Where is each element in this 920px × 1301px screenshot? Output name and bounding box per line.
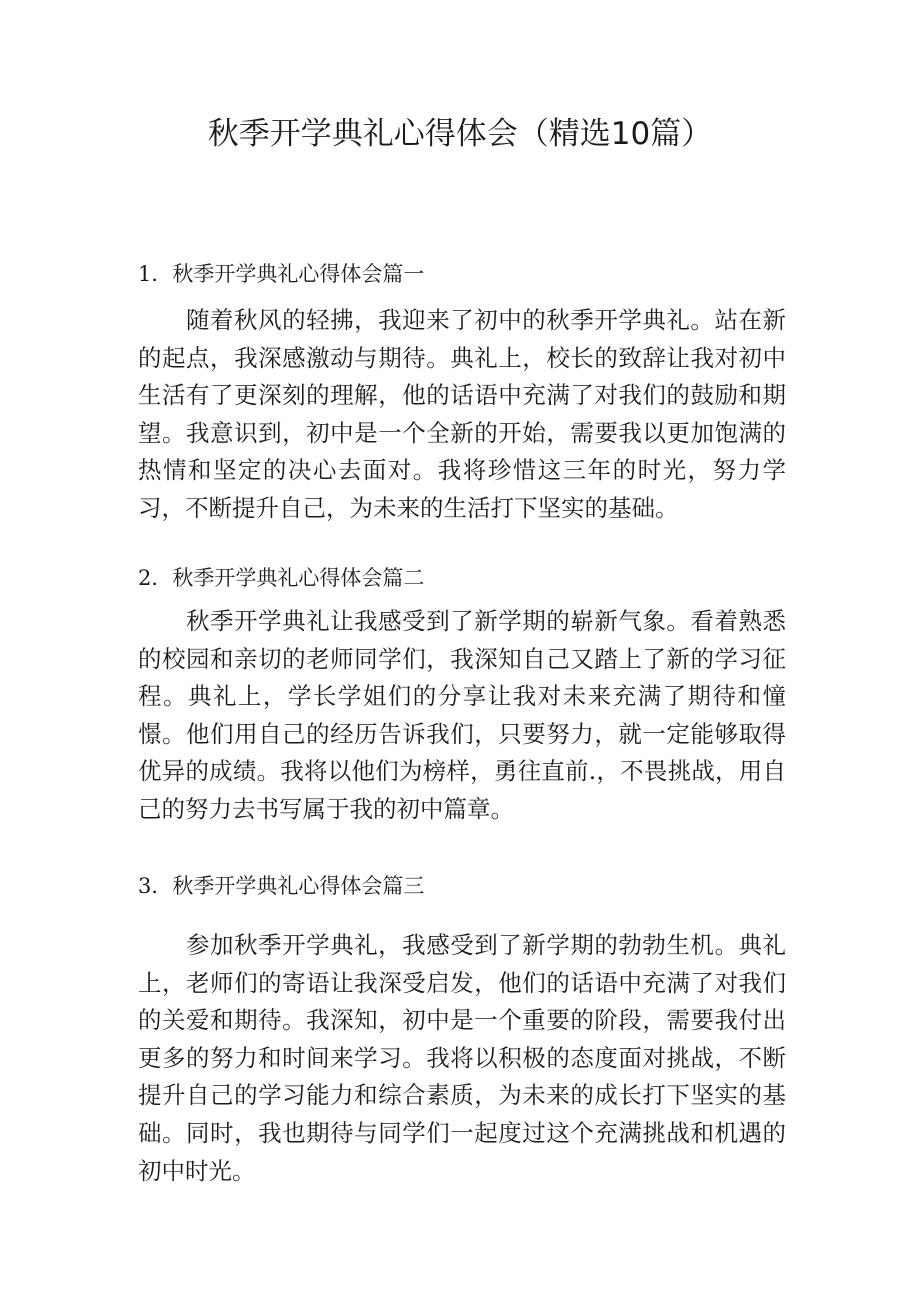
document-title: 秋季开学典礼心得体会（精选10篇） [207, 116, 713, 152]
section-paragraph-2: 秋季开学典礼让我感受到了新学期的崭新气象。看着熟悉的校园和亲切的老师同学们，我深知自己又踏上了新的学习征程。典礼上，学长学姐们的分享让我对未来充满了期待和憧憬。他们用自己的经历告诉我们，只要努力，就一定能够取得优异的成绩。我将以他们为榜样，勇往直前.，不畏挑战，用自己的努力去书写属于我的初中篇章。 [138, 607, 786, 823]
section-paragraph-1: 随着秋风的轻拂，我迎来了初中的秋季开学典礼。站在新的起点，我深感激动与期待。典礼上，校长的致辞让我对初中生活有了更深刻的理解，他的话语中充满了对我们的鼓励和期望。我意识到，初中是一个全新的开始，需要我以更加饱满的热情和坚定的决心去面对。我将珍惜这三年的时光，努力学习，不断提升自己，为未来的生活打下坚实的基础。 [138, 306, 786, 522]
section-paragraph-3: 参加秋季开学典礼，我感受到了新学期的勃勃生机。典礼上，老师们的寄语让我深受启发，他们的话语中充满了对我们的关爱和期待。我深知，初中是一个重要的阶段，需要我付出更多的努力和时间来学习。我将以积极的态度面对挑战，不断提升自己的学习能力和综合素质，为未来的成长打下坚实的基础。同时，我也期待与同学们一起度过这个充满挑战和机遇的初中时光。 [138, 931, 786, 1185]
section-heading-1: 1．秋季开学典礼心得体会篇一 [138, 262, 425, 286]
section-heading-2: 2．秋季开学典礼心得体会篇二 [138, 566, 425, 590]
section-heading-3: 3．秋季开学典礼心得体会篇三 [138, 874, 425, 898]
